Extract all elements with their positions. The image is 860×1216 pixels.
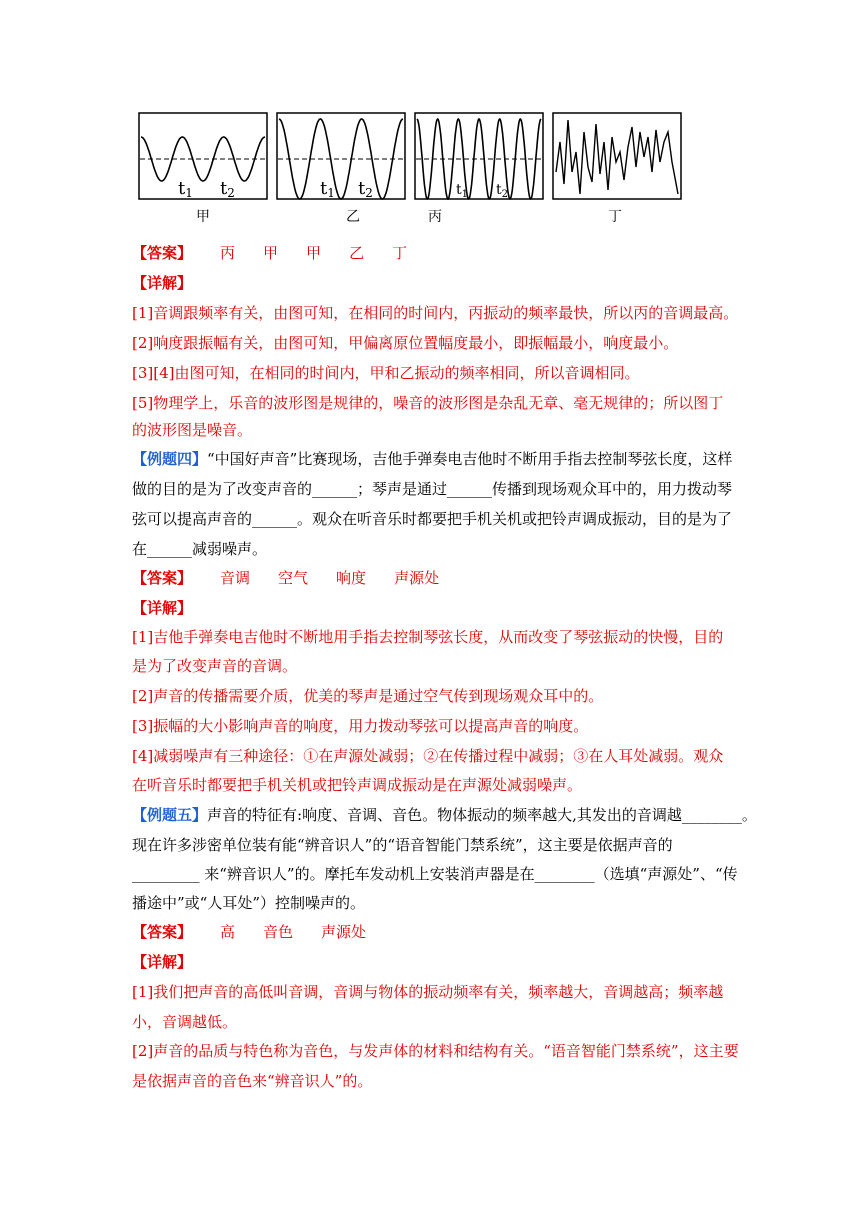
detail-line: 小，音调越低。 [132,1013,238,1031]
answer-value: 乙 [349,244,365,262]
waveform-panel-ding [552,112,682,225]
answer-value: 甲 [306,244,322,262]
detail-line: [2]响度跟振幅有关，由图可知，甲偏离原位置幅度最小，即振幅最小，响度最小。 [132,334,679,352]
question-4-line: 做的目的是为了改变声音的______；琴声是通过______传播到现场观众耳中的，用力拨动琴 [132,480,733,498]
question-5-line: 现在许多涉密单位装有能“辨音识人”的“语音智能门禁系统”，这主要是依据声音的 [132,836,673,854]
caption-yi: 乙 [346,209,360,225]
waveform-ding [552,112,682,202]
waveform-panel-bing [414,112,544,225]
caption-jia: 甲 [196,209,210,225]
detail-label: 【详解】 [132,599,193,617]
detail-line: [1]我们把声音的高低叫音调，音调与物体的振动频率有关，频率越大，音调越高；频率越 [132,983,724,1001]
detail-line: [2]声音的品质与特色称为音色，与发声体的材料和结构有关。“语音智能门禁系统”，这主要 [132,1042,739,1060]
answer-value: 空气 [278,569,309,587]
answer-label: 【答案】 [132,569,193,587]
answer-value: 丙 [220,244,236,262]
answer-value: 甲 [263,244,279,262]
detail-line: 的波形图是噪音。 [132,421,253,439]
detail-line: [3]振幅的大小影响声音的响度，用力拨动琴弦可以提高声音的响度。 [132,717,589,735]
detail-line: 是依据声音的音色来“辨音识人”的。 [132,1072,373,1090]
answer-value: 声源处 [321,923,367,941]
question-4-line: 在______减弱噪声。 [132,540,268,558]
detail-line: [2]声音的传播需要介质，优美的琴声是通过空气传到现场观众耳中的。 [132,687,604,705]
t1-label: t1 [320,178,335,200]
detail-label: 【详解】 [132,953,193,971]
q5-answer-row [132,922,732,942]
answer-value: 响度 [336,569,367,587]
answer-value: 声源处 [394,569,440,587]
waveform-yi [276,112,406,202]
t1-label: $t_1$ [456,182,469,200]
caption-ding: 丁 [608,209,622,225]
detail-line: [5]物理学上，乐音的波形图是规律的，噪音的波形图是杂乱无章、毫无规律的；所以图丁 [132,394,724,412]
question-5-line: 播途中”或“人耳处”）控制噪声的。 [132,894,366,912]
detail-line: [4]减弱噪声有三种途径：①在声源处减弱；②在传播过程中减弱；③在人耳处减弱。观众 [132,747,724,765]
waveform-jia [138,112,268,202]
question-tag: 【例题五】 [132,806,208,824]
question-4-line: 【例题四】“中国好声音”比赛现场，吉他手弹奏电吉他时不断用手指去控制琴弦长度，这样 [132,450,733,468]
answer-label: 【答案】 [132,244,193,262]
answer-label: 【答案】 [132,923,193,941]
waveform-figure [136,112,696,224]
waveform-panel-jia [138,112,268,225]
question-5-line: _________ 来“辨音识人”的。摩托车发动机上安装消声器是在________（选填“声源处”、“传 [132,865,738,883]
q3-answer-row [132,243,732,263]
question-tag: 【例题四】 [132,450,208,468]
q4-answer-row [132,568,732,588]
waveform-panel-yi [276,112,406,225]
answer-value: 丁 [392,244,408,262]
caption-bing: 丙 [428,209,442,225]
t1-label: t1 [178,178,193,200]
detail-line: 是为了改变声音的音调。 [132,657,298,675]
waveform-bing [414,112,544,202]
detail-label: 【详解】 [132,274,193,292]
detail-line: [1]吉他手弹奏电吉他时不断地用手指去控制琴弦长度，从而改变了琴弦振动的快慢，目的 [132,628,724,646]
t2-label: t2 [358,178,373,200]
detail-line: [1]音调跟频率有关，由图可知，在相同的时间内，丙振动的频率最快，所以丙的音调最高。 [132,304,739,322]
question-4-line: 弦可以提高声音的______。观众在听音乐时都要把手机关机或把铃声调成振动，目的是为了 [132,510,733,528]
answer-value: 高 [220,923,236,941]
question-5-line: 【例题五】声音的特征有:响度、音调、音色。物体振动的频率越大,其发出的音调越________。 [132,806,757,824]
answer-value: 音色 [263,923,294,941]
detail-line: 在听音乐时都要把手机关机或把铃声调成振动是在声源处减弱噪声。 [132,776,583,794]
answer-value: 音调 [220,569,251,587]
detail-line: [3][4]由图可知，在相同的时间内，甲和乙振动的频率相同，所以音调相同。 [132,364,640,382]
t2-label: $t_2$ [496,182,509,200]
t2-label: t2 [220,178,235,200]
